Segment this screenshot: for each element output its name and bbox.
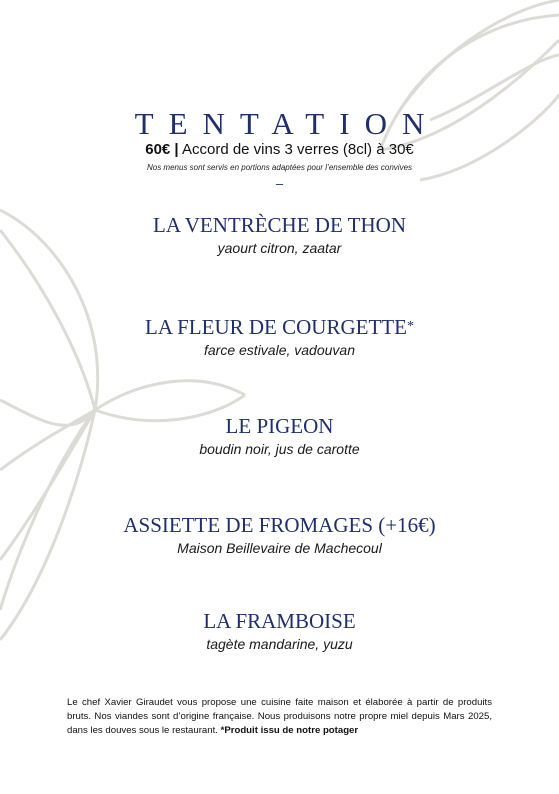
course-item: [0, 512, 559, 557]
course-description: farce estivale, vadouvan: [204, 342, 355, 358]
course-name: LE PIGEON: [225, 414, 334, 438]
menu-price: 60€ |: [145, 141, 179, 158]
separator: –: [275, 176, 284, 191]
course-description: boudin noir, jus de carotte: [199, 441, 360, 457]
footer-note: [67, 696, 492, 738]
course-item: [0, 413, 559, 458]
course-name: LA FRAMBOISE: [203, 609, 356, 633]
course-description: Maison Beillevaire de Machecoul: [177, 540, 382, 556]
course-name: ASSIETTE DE FROMAGES (+16€): [123, 513, 436, 537]
menu-title: TENTATION: [134, 106, 440, 141]
garden-note: *Produit issu de notre potager: [220, 725, 359, 736]
footer-text: Le chef Xavier Giraudet vous propose une cuisine faite maison et élaborée à partir de produits bruts. Nos viandes sont d’origine française. Nous produisons notre propre miel depuis Mars 2025, dans les douves sous le restaurant.: [67, 697, 492, 736]
course-item: [0, 314, 559, 359]
course-name: LA FLEUR DE COURGETTE*: [145, 315, 414, 339]
course-item: [0, 212, 559, 257]
course-description: tagète mandarine, yuzu: [206, 636, 353, 652]
course-description: yaourt citron, zaatar: [217, 240, 342, 256]
price-line: [0, 141, 559, 158]
wine-pairing: Accord de vins 3 verres (8cl) à 30€: [178, 141, 414, 158]
course-item: [0, 608, 559, 653]
course-name: LA VENTRÈCHE DE THON: [153, 213, 406, 237]
portion-note: Nos menus sont servis en portions adaptées pour l’ensemble des convives: [146, 163, 413, 172]
